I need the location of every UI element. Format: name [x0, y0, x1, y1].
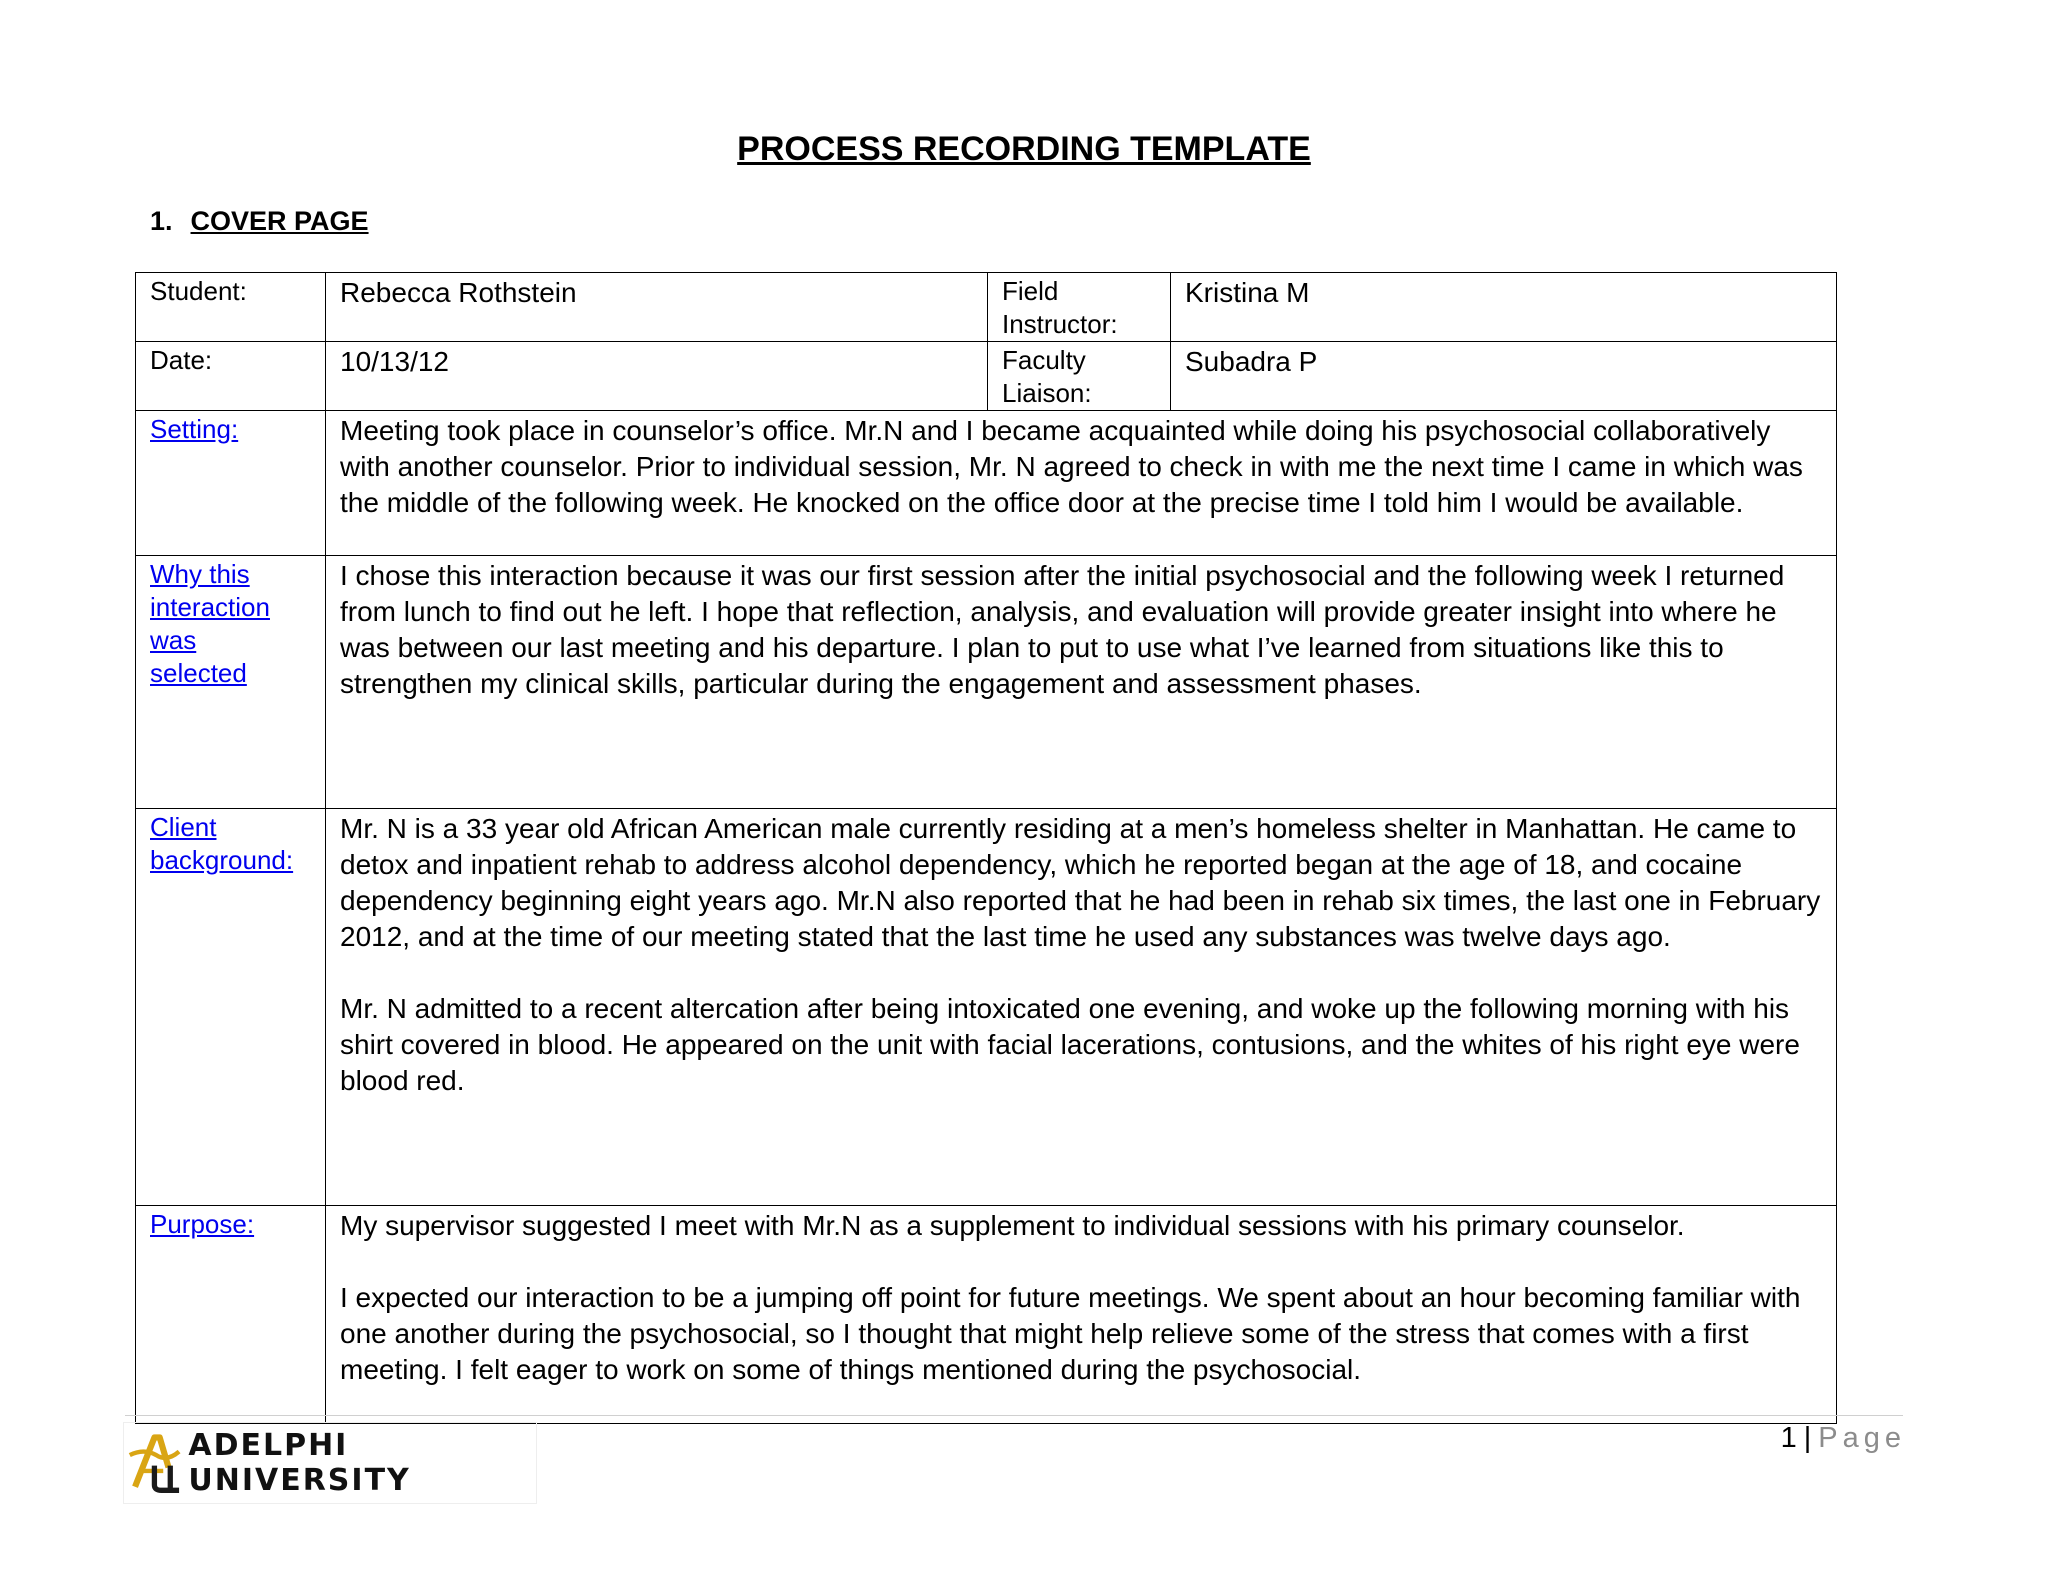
why-selected-row — [136, 556, 1837, 809]
student-row — [136, 273, 1837, 342]
purpose-row — [136, 1206, 1837, 1424]
why-label-line-2: interaction — [150, 592, 270, 622]
client-background-row — [136, 809, 1837, 1206]
client-label-line-2: background: — [150, 845, 294, 875]
field-instructor-value: Kristina M — [1171, 273, 1837, 342]
adelphi-university-logo — [123, 1422, 537, 1504]
date-value: 10/13/12 — [326, 342, 988, 411]
client-background-label-cell — [136, 809, 326, 1206]
purpose-text — [326, 1206, 1837, 1424]
client-label-line-1: Client — [150, 812, 217, 842]
date-label: Date: — [136, 342, 326, 411]
faculty-liaison-label — [988, 342, 1171, 411]
setting-label-cell — [136, 411, 326, 556]
why-selected-link[interactable] — [150, 559, 270, 688]
field-instructor-label — [988, 273, 1171, 342]
purpose-link[interactable]: Purpose: — [150, 1209, 255, 1239]
section-heading — [150, 206, 369, 237]
setting-paragraph: Meeting took place in counselor’s office. Mr.N and I became acquainted while doing his psychosocial collaboratively with another counselor. Prior to individual session, Mr. N agreed to check in with me the next time I came in which was the middle of the following week. He knocked on the office door at the precise time I told him I would be available. — [340, 415, 1803, 518]
client-background-link[interactable] — [150, 812, 293, 875]
student-label: Student: — [136, 273, 326, 342]
page-number-separator: | — [1803, 1422, 1813, 1454]
section-number: 1. — [150, 206, 173, 236]
adelphi-logo-icon — [128, 1428, 184, 1498]
setting-row — [136, 411, 1837, 556]
purpose-paragraph-1: My supervisor suggested I meet with Mr.N as a supplement to individual sessions with his primary counselor. — [340, 1210, 1685, 1241]
purpose-paragraph-2: I expected our interaction to be a jumping off point for future meetings. We spent about an hour becoming familiar with one another during the psychosocial, so I thought that might help relieve some of the stress that comes with a first meeting. I felt eager to work on some of things mentioned during the psychosocial. — [340, 1282, 1801, 1385]
page-number-value: 1 — [1780, 1422, 1798, 1454]
page-title: PROCESS RECORDING TEMPLATE — [737, 130, 1311, 168]
why-selected-text — [326, 556, 1837, 809]
client-background-paragraph-2: Mr. N admitted to a recent altercation after being intoxicated one evening, and woke up the following morning with his shirt covered in blood. He appeared on the unit with facial lacerations, contusions, and the whites of his right eye were blood red. — [340, 993, 1800, 1096]
client-background-text — [326, 809, 1837, 1206]
field-instructor-label-line-2: Instructor: — [1002, 309, 1118, 339]
why-label-line-4: selected — [150, 658, 247, 688]
why-label-line-1: Why this — [150, 559, 250, 589]
cover-table — [135, 272, 1837, 1424]
section-label: COVER PAGE — [190, 206, 369, 236]
faculty-liaison-label-line-2: Liaison: — [1002, 378, 1092, 408]
why-selected-paragraph: I chose this interaction because it was our first session after the initial psychosocial and the following week I returned from lunch to find out he left. I hope that reflection, analysis, and evaluation will provide greater insight into where he was between our last meeting and his departure. I plan to put to use what I’ve learned from situations like this to strengthen my clinical skills, particular during the engagement and assessment phases. — [340, 560, 1785, 699]
page-number — [1781, 1422, 1906, 1455]
client-background-paragraph-1: Mr. N is a 33 year old African American male currently residing at a men’s homeless shelter in Manhattan. He came to detox and inpatient rehab to address alcohol dependency, which he reported began at the age of 18, and cocaine dependency beginning eight years ago. Mr.N also reported that he had been in rehab six times, the last one in February 2012, and at the time of our meeting stated that the last time he used any substances was twelve days ago. — [340, 813, 1821, 952]
footer-divider — [125, 1415, 1903, 1416]
setting-link[interactable]: Setting: — [150, 414, 239, 444]
field-instructor-label-line-1: Field — [1002, 276, 1059, 306]
why-selected-label-cell — [136, 556, 326, 809]
faculty-liaison-label-line-1: Faculty — [1002, 345, 1086, 375]
student-value: Rebecca Rothstein — [326, 273, 988, 342]
setting-text — [326, 411, 1837, 556]
date-row — [136, 342, 1837, 411]
faculty-liaison-value: Subadra P — [1171, 342, 1837, 411]
page-word: Page — [1818, 1422, 1906, 1454]
why-label-line-3: was — [150, 625, 197, 655]
purpose-label-cell — [136, 1206, 326, 1424]
logo-text: ADELPHI UNIVERSITY — [188, 1428, 411, 1498]
